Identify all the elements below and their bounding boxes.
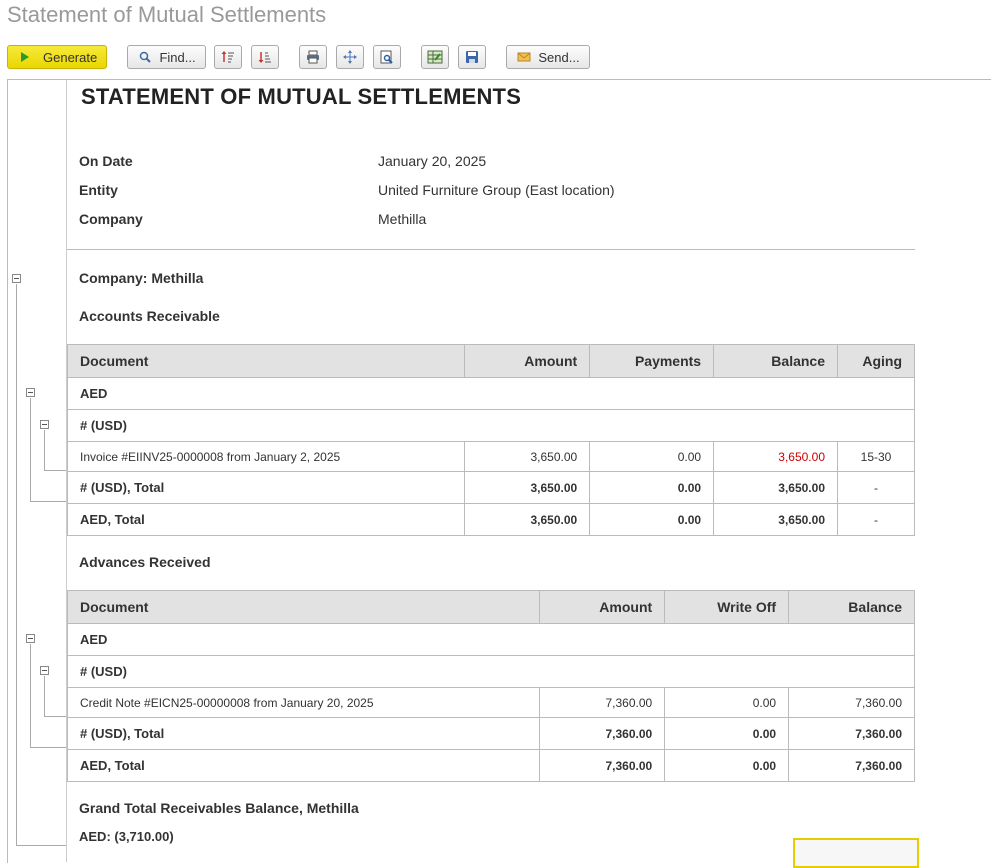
document-link[interactable]: Invoice #EIINV25-0000008 from January 2, 2025	[68, 442, 465, 472]
sub-total-aging: -	[838, 472, 915, 504]
window-title: Statement of Mutual Settlements	[7, 2, 327, 27]
grand-total-value: AED: (3,710.00)	[79, 829, 174, 844]
sort-descending-icon	[257, 49, 273, 65]
advances-received-heading: Advances Received	[79, 554, 211, 570]
group-total-row	[68, 504, 915, 536]
group-total-balance: 3,650.00	[714, 504, 838, 536]
column-header-document[interactable]: Document	[68, 345, 465, 378]
send-label: Send...	[538, 49, 580, 65]
outline-line	[44, 470, 66, 471]
group-total-amount: 3,650.00	[465, 504, 590, 536]
grand-total-heading: Grand Total Receivables Balance, Methilla	[79, 800, 359, 816]
column-header-payments[interactable]: Payments	[590, 345, 714, 378]
group-total-balance: 7,360.00	[789, 750, 915, 782]
outline-line	[30, 747, 66, 748]
outline-line	[16, 845, 66, 846]
outline-line	[44, 676, 45, 716]
column-header-balance[interactable]: Balance	[714, 345, 838, 378]
move-button[interactable]	[336, 45, 364, 69]
sub-total-payments: 0.00	[590, 472, 714, 504]
group-total-aging: -	[838, 504, 915, 536]
column-header-aging[interactable]: Aging	[838, 345, 915, 378]
find-label: Find...	[159, 49, 196, 65]
export-spreadsheet-icon	[427, 49, 443, 65]
selected-cell-indicator[interactable]	[793, 838, 919, 868]
envelope-icon	[516, 49, 532, 65]
param-value-entity: United Furniture Group (East location)	[378, 182, 615, 198]
column-header-balance[interactable]: Balance	[789, 591, 915, 624]
group-total-label: AED, Total	[68, 504, 465, 536]
table-header-row	[68, 345, 915, 378]
group-total-label: AED, Total	[68, 750, 540, 782]
sub-total-write-off: 0.00	[665, 718, 789, 750]
play-icon	[17, 49, 33, 65]
report-title: STATEMENT OF MUTUAL SETTLEMENTS	[81, 84, 522, 109]
outline-line	[30, 398, 31, 501]
param-value-on-date: January 20, 2025	[378, 153, 487, 169]
document-link[interactable]: Credit Note #EICN25-00000008 from January 20, 2025	[68, 688, 540, 718]
param-label-company: Company	[79, 211, 143, 227]
column-header-document[interactable]: Document	[68, 591, 540, 624]
advances-received-table	[67, 590, 915, 782]
outline-line	[30, 644, 31, 747]
generate-button[interactable]	[7, 45, 107, 69]
preview-button[interactable]	[373, 45, 401, 69]
table-row[interactable]	[68, 688, 915, 718]
currency-group-label: AED	[68, 624, 915, 656]
write-off-cell: 0.00	[665, 688, 789, 718]
save-button[interactable]	[458, 45, 486, 69]
group-total-amount: 7,360.00	[540, 750, 665, 782]
outline-line	[30, 501, 66, 502]
send-button[interactable]	[506, 45, 590, 69]
currency-group-row	[68, 378, 915, 410]
param-value-company: Methilla	[378, 211, 427, 227]
preview-icon	[379, 49, 395, 65]
amount-cell: 3,650.00	[465, 442, 590, 472]
move-icon	[342, 49, 358, 65]
table-header-row	[68, 591, 915, 624]
outline-line	[44, 430, 45, 470]
param-label-entity: Entity	[79, 182, 118, 198]
outline-line	[16, 284, 17, 845]
sort-descending-button[interactable]	[251, 45, 279, 69]
sub-total-row	[68, 472, 915, 504]
sort-ascending-icon	[220, 49, 236, 65]
accounts-receivable-table	[67, 344, 915, 536]
table-row[interactable]	[68, 442, 915, 472]
group-total-write-off: 0.00	[665, 750, 789, 782]
sub-total-balance: 3,650.00	[714, 472, 838, 504]
sub-total-row	[68, 718, 915, 750]
column-header-amount[interactable]: Amount	[540, 591, 665, 624]
balance-cell: 7,360.00	[789, 688, 915, 718]
sub-total-balance: 7,360.00	[789, 718, 915, 750]
sub-group-row	[68, 656, 915, 688]
sub-total-amount: 7,360.00	[540, 718, 665, 750]
sub-group-label: # (USD)	[68, 410, 915, 442]
search-icon	[137, 49, 153, 65]
header-divider	[67, 249, 915, 250]
currency-group-row	[68, 624, 915, 656]
payments-cell: 0.00	[590, 442, 714, 472]
param-label-on-date: On Date	[79, 153, 133, 169]
collapse-currency-toggle[interactable]	[26, 634, 35, 643]
find-button[interactable]	[127, 45, 206, 69]
column-header-write-off[interactable]: Write Off	[665, 591, 789, 624]
sub-group-label: # (USD)	[68, 656, 915, 688]
currency-group-label: AED	[68, 378, 915, 410]
balance-cell: 3,650.00	[714, 442, 838, 472]
collapse-currency-toggle[interactable]	[26, 388, 35, 397]
collapse-subgroup-toggle[interactable]	[40, 666, 49, 675]
export-spreadsheet-button[interactable]	[421, 45, 449, 69]
company-heading: Company: Methilla	[79, 270, 204, 286]
collapse-company-toggle[interactable]	[12, 274, 21, 283]
sub-total-label: # (USD), Total	[68, 472, 465, 504]
sub-group-row	[68, 410, 915, 442]
outline-line	[44, 716, 66, 717]
amount-cell: 7,360.00	[540, 688, 665, 718]
group-total-row	[68, 750, 915, 782]
aging-cell: 15-30	[838, 442, 915, 472]
generate-label: Generate	[43, 49, 98, 65]
collapse-subgroup-toggle[interactable]	[40, 420, 49, 429]
sort-ascending-button[interactable]	[214, 45, 242, 69]
save-icon	[464, 49, 480, 65]
sub-total-label: # (USD), Total	[68, 718, 540, 750]
accounts-receivable-heading: Accounts Receivable	[79, 308, 220, 324]
sub-total-amount: 3,650.00	[465, 472, 590, 504]
print-button[interactable]	[299, 45, 327, 69]
group-total-payments: 0.00	[590, 504, 714, 536]
print-icon	[305, 49, 321, 65]
column-header-amount[interactable]: Amount	[465, 345, 590, 378]
